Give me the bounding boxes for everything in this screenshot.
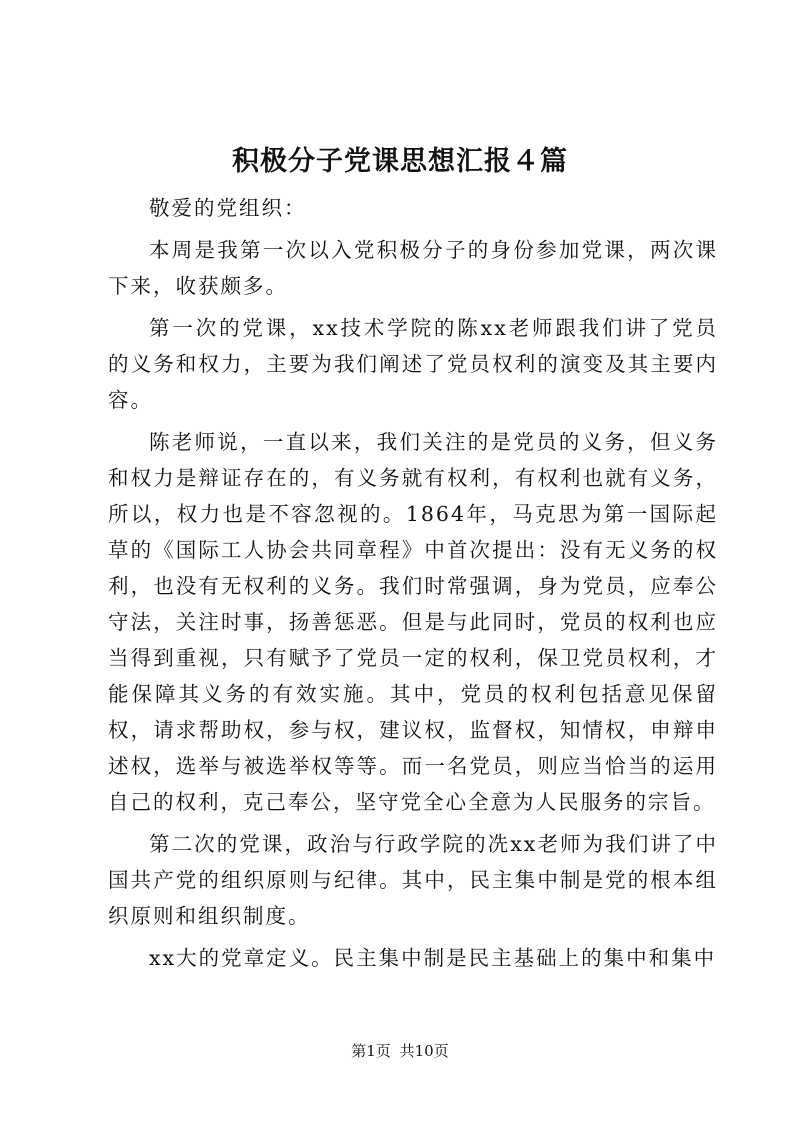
paragraph: 第一次的党课，xx技术学院的陈xx老师跟我们讲了党员的义务和权力，主要为我们阐述了党员权利的演变及其主要内容。 — [108, 316, 718, 412]
paragraph: 陈老师说，一直以来，我们关注的是党员的义务，但义务和权力是辩证存在的，有义务就有权利，有权利也就有义务，所以，权力也是不容忽视的。1864年，马克思为第一国际起草的《国际工人协会共同章程》中首次提出：没有无义务的权利，也没有无权利的义务。我们时常强调，身为党员，应奉公守法，关注时事，扬善惩恶。但是与此同时，党员的权利也应当得到重视，只有赋予了党员一定的权利，保卫党员权利，才能保障其义务的有效实施。其中，党员的权利包括意见保留权，请求帮助权，参与权，建议权，监督权，知情权，申辩申述权，选举与被选举权等等。而一名党员，则应当恰当的运用自己的权利，克己奉公，坚守党全心全意为人民服务的宗旨。 — [108, 430, 718, 814]
paragraph: 本周是我第一次以入党积极分子的身份参加党课，两次课下来，收获颇多。 — [108, 238, 718, 298]
page-number: 第1页 — [351, 1042, 391, 1060]
document-title: 积极分子党课思想汇报４篇 — [232, 146, 568, 177]
paragraph: xx大的党章定义。民主集中制是民主基础上的集中和集中 — [149, 946, 717, 970]
page-total: 共10页 — [399, 1042, 449, 1060]
page-footer — [0, 1040, 800, 1062]
paragraph: 第二次的党课，政治与行政学院的冼xx老师为我们讲了中国共产党的组织原则与纪律。其中，民主集中制是党的根本组织原则和组织制度。 — [108, 832, 718, 928]
paragraph-salutation: 敬爱的党组织： — [149, 196, 307, 220]
document-body — [108, 190, 718, 982]
